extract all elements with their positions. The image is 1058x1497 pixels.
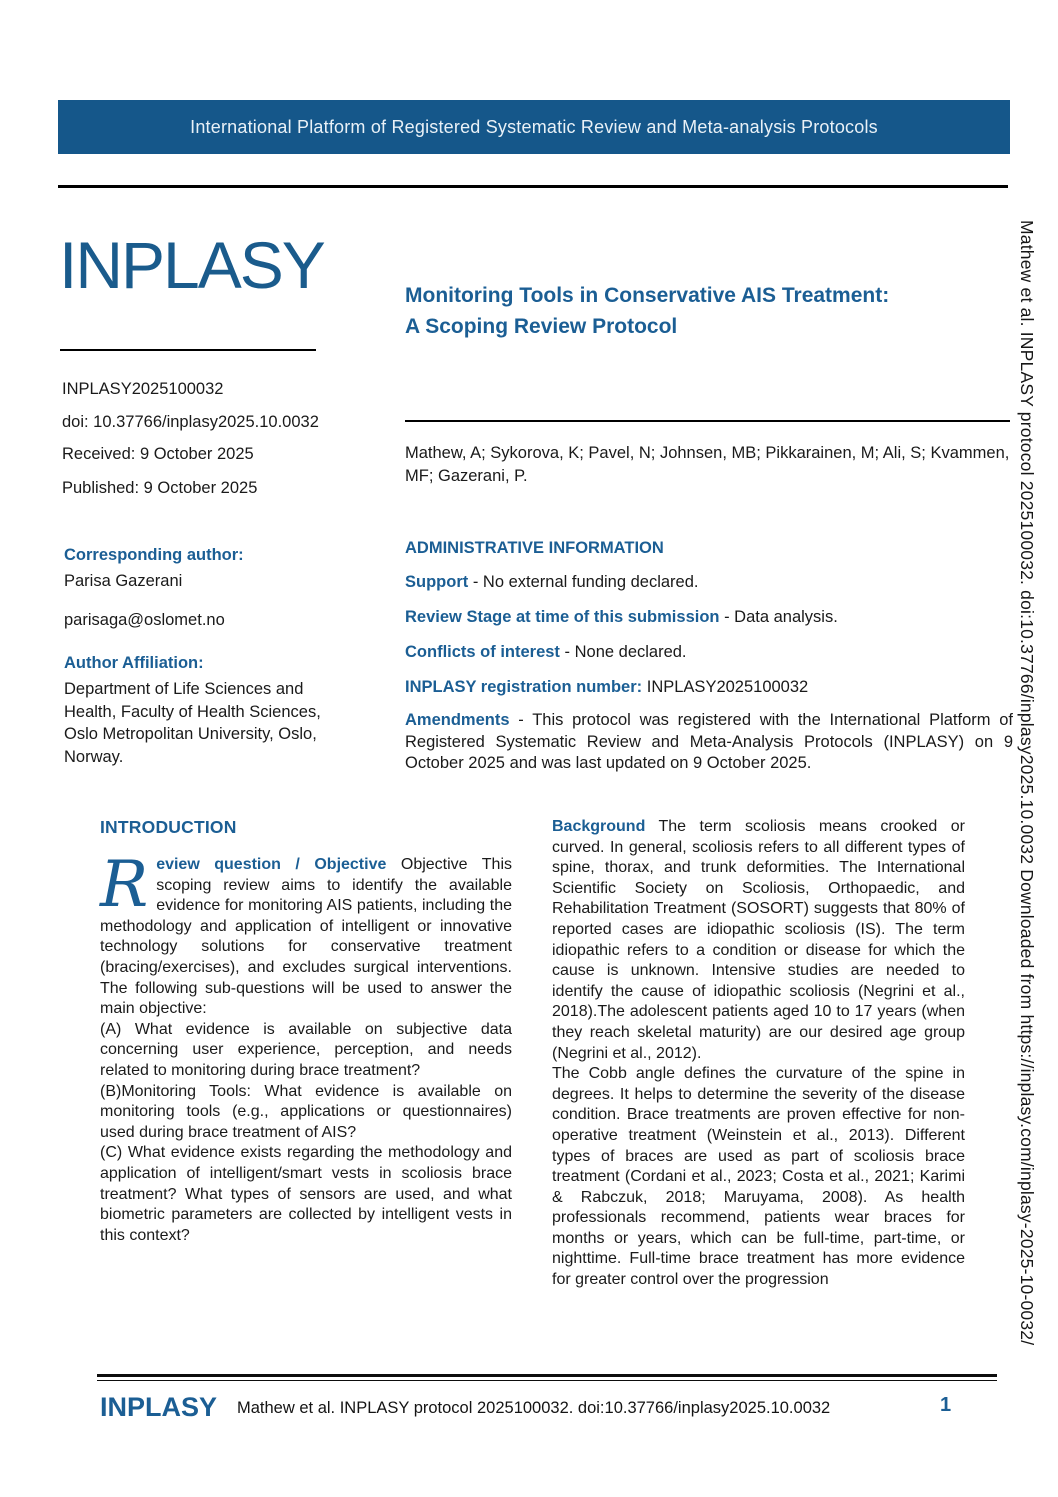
review-stage-value: Data analysis.	[734, 608, 838, 626]
platform-banner-title: International Platform of Registered Systematic Review and Meta-analysis Protocols	[190, 116, 878, 137]
article-title-line1: Monitoring Tools in Conservative AIS Treatment:	[405, 284, 890, 307]
support-separator: -	[468, 573, 483, 591]
conflicts-value: None declared.	[574, 643, 687, 661]
platform-banner	[58, 100, 1010, 154]
author-affiliation-heading: Author Affiliation:	[64, 654, 204, 672]
amendments-separator: -	[509, 711, 533, 729]
footer-inplasy-logo: INPLASY	[100, 1392, 218, 1422]
article-title	[405, 280, 980, 342]
received-date: Received: 9 October 2025	[62, 445, 254, 463]
admin-row-registration-number	[405, 677, 1013, 699]
inplasy-logo: INPLASY	[59, 228, 324, 302]
dropcap-letter: R	[100, 848, 149, 922]
background-label: Background	[552, 818, 646, 835]
support-label: Support	[405, 573, 469, 591]
review-question-paragraph	[100, 848, 513, 1020]
corresponding-author-heading: Corresponding author:	[64, 546, 244, 564]
registration-number-label: INPLASY registration number:	[405, 678, 643, 696]
admin-row-review-stage	[405, 607, 1013, 629]
footer-rule-thick	[97, 1374, 997, 1377]
authors-list: Mathew, A; Sykorova, K; Pavel, N; Johnsen, MB; Pikkarainen, M; Ali, S; Kvammen, MF; Gazerani, P.	[405, 444, 1010, 485]
doi-line: doi: 10.37766/inplasy2025.10.0032	[62, 413, 319, 431]
admin-row-support	[405, 572, 1013, 594]
page-number: 1	[940, 1394, 952, 1416]
review-question-label: eview question / Objective	[156, 856, 387, 873]
logo-rule	[60, 349, 316, 351]
registration-id: INPLASY2025100032	[62, 380, 224, 398]
review-stage-separator: -	[719, 608, 735, 626]
article-title-line2: A Scoping Review Protocol	[405, 315, 678, 338]
background-text-1: The term scoliosis means crooked or curved. In general, scoliosis refers to all different types of spine, thorax, and trunk deformities. The International Scientific Society on Scoliosis, Orthopaedic, and Rehabilitation Treatment (SOSORT) suggests that 80% of reported cases are idiopathic scoliosis (IS). The term idiopathic refers to a condition or disease for which the cause is unknown. Intensive studies are needed to identify the cause of idiopathic scoliosis (Negrini et al., 2018).The adolescent patients aged 10 to 17 years (when they reach skeletal maturity) are our desired age group (Negrini et al., 2012).	[552, 818, 965, 1062]
author-affiliation-text: Department of Life Sciences and Health, Faculty of Health Sciences, Oslo Metropolitan University, Oslo, Norway.	[64, 680, 321, 766]
footer-rule-thin	[97, 1380, 997, 1381]
admin-row-conflicts	[405, 642, 1013, 664]
sub-question-b: (B)Monitoring Tools: What evidence is available on monitoring tools (e.g., applications or questionnaires) used during brace treatment of AIS?	[100, 1082, 512, 1141]
background-paragraph-1	[552, 817, 965, 1064]
support-value: No external funding declared.	[482, 573, 699, 591]
review-stage-label: Review Stage at time of this submission	[405, 608, 720, 626]
introduction-left-column	[100, 848, 513, 1246]
header-rule	[58, 185, 1008, 188]
sub-question-a: (A) What evidence is available on subjective data concerning user experience, perception, and needs related to monitoring during brace treatment?	[100, 1020, 512, 1079]
conflicts-label: Conflicts of interest	[405, 643, 560, 661]
sub-question-c: (C) What evidence exists regarding the methodology and application of intelligent/smart vests in scoliosis brace treatment? What types of sensors are used, and what biometric parameters are collected by intelligent vests in this context?	[100, 1144, 512, 1244]
footer-citation: Mathew et al. INPLASY protocol 2025100032. doi:10.37766/inplasy2025.10.0032	[237, 1399, 831, 1417]
published-date: Published: 9 October 2025	[62, 479, 258, 497]
authors-rule	[405, 420, 1010, 422]
background-paragraph-2: The Cobb angle defines the curvature of the spine in degrees. It helps to determine the severity of the disease condition. Brace treatments are proven effective for non-operative treatment (Weinstein et al., 2013). Different types of braces are used as part of scoliosis brace treatment (Cordani et al., 2023; Costa et al., 2021; Karimi & Rabczuk, 2018; Maruyama, 2008). As health professionals recommend, patients wear braces for months or years, which can be full-time, part-time, or nighttime. Full-time brace treatment has more evidence for greater control over the progression	[552, 1065, 965, 1289]
admin-row-amendments	[405, 710, 1013, 775]
introduction-heading: INTRODUCTION	[100, 817, 237, 837]
amendments-text: This protocol was registered with the International Platform of Registered Systematic Review and Meta-Analysis Protocols (INPLASY) on 9 October 2025 and was last updated on 9 October 2025.	[405, 711, 1014, 772]
conflicts-separator: -	[559, 643, 575, 661]
review-question-text: Objective This scoping review aims to identify the available evidence for monitoring AIS patients, including the methodology and application of intelligent or innovative technology solutions for conservative treatment (bracing/exercises), and excludes surgical interventions. The following sub-questions will be used to answer the main objective:	[100, 856, 513, 1018]
registration-number-value: INPLASY2025100032	[646, 678, 809, 696]
corresponding-author-email: parisaga@oslomet.no	[64, 611, 225, 629]
introduction-right-column	[552, 817, 965, 1291]
amendments-label: Amendments	[405, 711, 510, 729]
sidebar-rotated-citation: Mathew et al. INPLASY protocol 2025100032. doi:10.37766/inplasy2025.10.0032 Downloaded from https://inplasy.com/inplasy-2025-10-0032/	[1017, 220, 1037, 1346]
corresponding-author-name: Parisa Gazerani	[64, 572, 183, 590]
administrative-information-heading: ADMINISTRATIVE INFORMATION	[405, 539, 664, 557]
